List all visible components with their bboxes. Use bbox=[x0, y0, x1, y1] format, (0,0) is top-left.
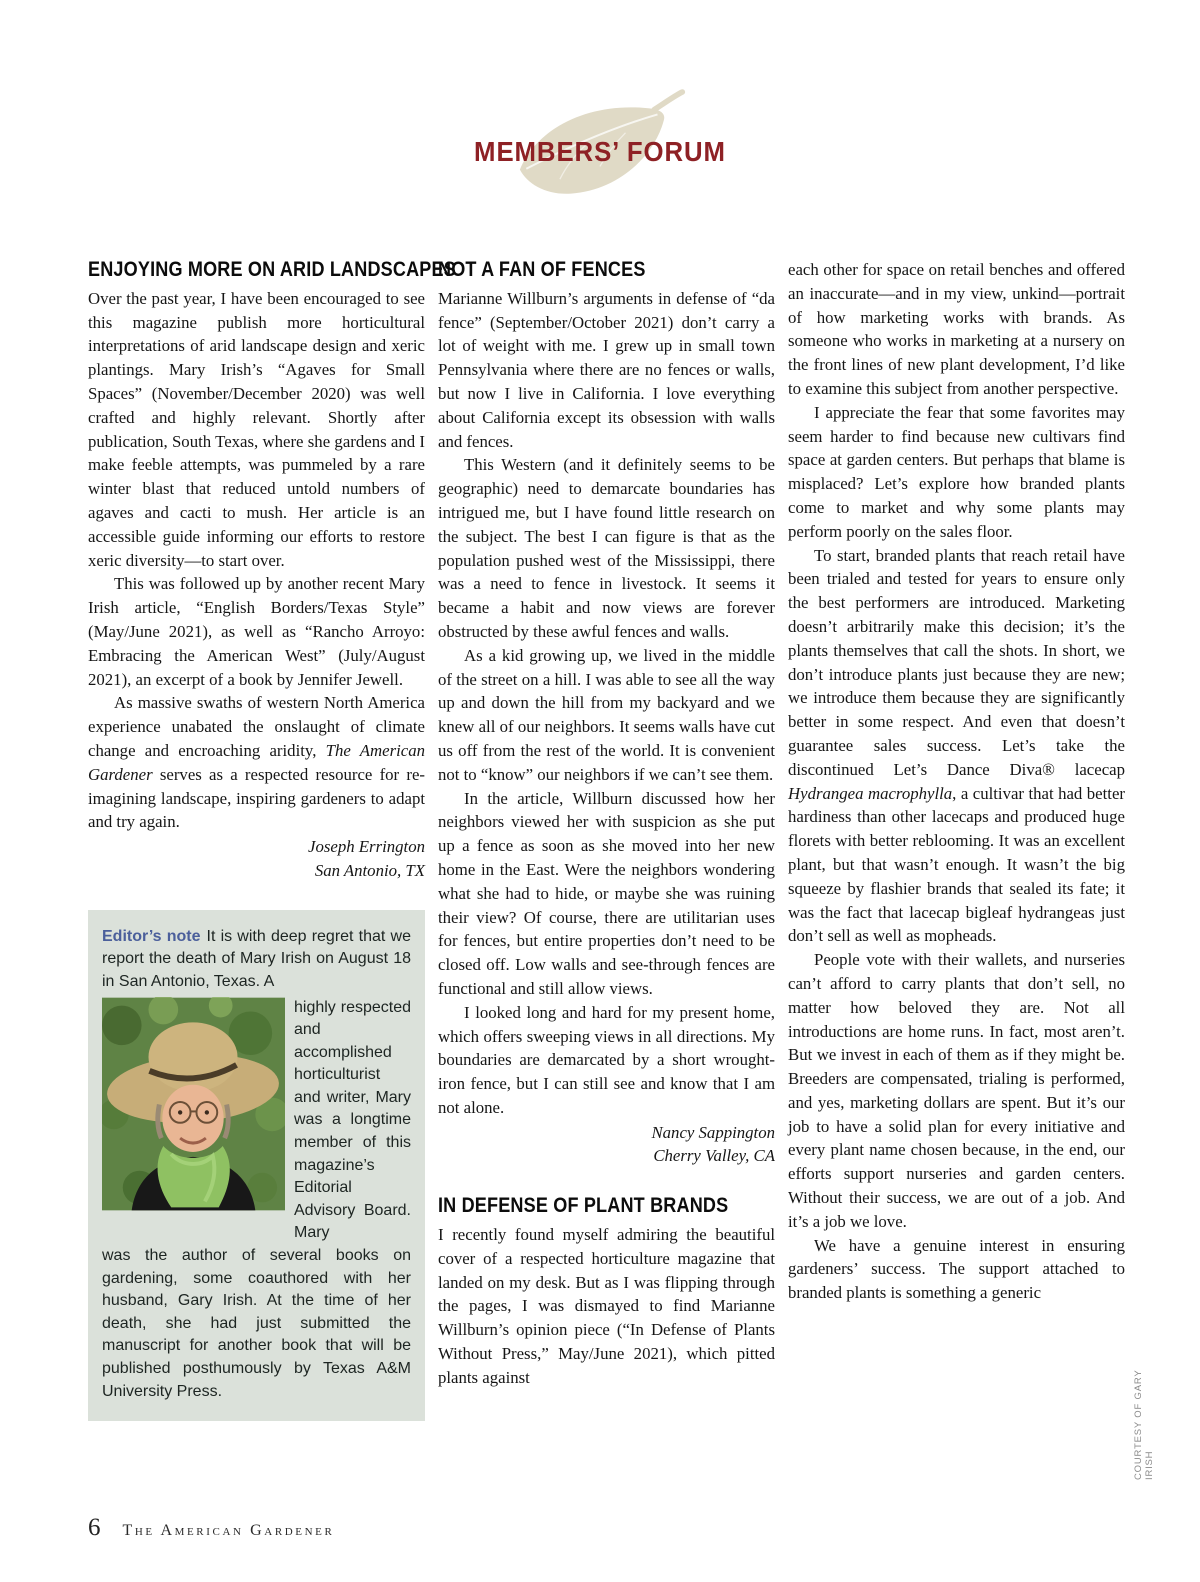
paragraph-text: To start, branded plants that reach retail have been trialed and tested for years to ensure only the best performers are introduced. Marketing doesn’t arbitrarily make this decision; it’s the plants themselves that call the shots. In short, we don’t introduce plants just because they are new; we introduce them because they are significantly better in some respect. And even that doesn’t guarantee sales success. Let’s take the discontinued Let’s Dance Diva® lacecap bbox=[788, 545, 1125, 779]
photo-credit: COURTESY OF GARY IRISH bbox=[1133, 1369, 1155, 1480]
magazine-name-italic: The American Gardener bbox=[88, 740, 425, 784]
paragraph: As a kid growing up, we lived in the middle of the street on a hill. I was able to see all the way up and down the hill from my backyard and we knew all of our neighbors. It seems walls have cut us off from the rest of the world. It is convenient not to “know” our neighbors if we can’t see them. bbox=[438, 645, 775, 784]
letter-signature bbox=[88, 835, 425, 883]
article-columns bbox=[88, 258, 1125, 1421]
paragraph-continued: each other for space on retail benches and offered an inaccurate—and in my view, unkind—portrait of how marketing works with brands. As someone who works in marketing at a nursery on the front lines of new plant development, I’d like to examine this subject from another perspective. bbox=[788, 260, 1125, 398]
editors-note-text-below: was the author of several books on gardening, some coauthored with her husband, Gary Irish. At the time of her death, she had just submitted the manuscript for another book that will be published posthumously by Texas A&M University Press. bbox=[102, 1247, 411, 1400]
editors-note-intro bbox=[102, 926, 411, 994]
paragraph-text: As massive swaths of western North America experience unabated the onslaught of climate change and encroaching aridity, bbox=[88, 693, 425, 760]
paragraph: I appreciate the fear that some favorites may seem harder to find because new cultivars find space at garden centers. But perhaps that blame is misplaced? Let’s explore how branded plants come to market and why some plants may perform poorly on the sales floor. bbox=[788, 402, 1125, 541]
paragraph: Over the past year, I have been encouraged to see this magazine publish more horticultural interpretations of arid landscape design and xeric plantings. Mary Irish’s “Agaves for Small Spaces” (November/December 2020) was well crafted and highly relevant. Shortly after publication, South Texas, where she gardens and I make feeble attempts, was pummeled by a rare winter blast that reduced untold numbers of agaves and cacti to mush. Her article is an accessible guide informing our efforts to restore xeric diversity—to start over. bbox=[88, 288, 425, 570]
paragraph: In the article, Willburn discussed how her neighbors viewed her with suspicion as she put up a fence as soon as she moved into her new home in the East. Were the neighbors wondering what she had to hide, or maybe she was ruining their view? Of course, there are utilitarian uses for fences, but entire properties don’t need to be closed off. Low walls and see-through fences are functional and still allow views. bbox=[438, 788, 775, 998]
paragraph: Marianne Willburn’s arguments in defense of “da fence” (September/October 2021) don’t carry a lot of weight with me. I grew up in small town Pennsylvania where there are no fences or walls, but now I live in California. I love everything about California except its obsession with walls and fences. bbox=[438, 288, 775, 451]
letter-heading-brands: IN DEFENSE OF PLANT BRANDS bbox=[438, 1193, 729, 1218]
signature-location: Cherry Valley, CA bbox=[653, 1146, 775, 1166]
botanical-name-italic: Hydrangea macrophylla bbox=[788, 783, 953, 803]
editors-note bbox=[88, 910, 425, 1421]
column-3 bbox=[788, 258, 1125, 1421]
paragraph bbox=[788, 544, 1125, 949]
editors-note-text: It is with deep regret that we report the death of Mary Irish on August 18 in San Antonio, Texas. A bbox=[102, 927, 411, 990]
paragraph: I looked long and hard for my present home, which offers sweeping views in all directions. My boundaries are demarcated by a short wrought-iron fence, but I can still see and know that I am not alone. bbox=[438, 1002, 775, 1117]
page-number: 6 bbox=[88, 1514, 101, 1541]
paragraph: We have a genuine interest in ensuring gardeners’ success. The support attached to branded plants is something a generic bbox=[788, 1235, 1125, 1303]
column-1 bbox=[88, 257, 456, 1421]
column-2 bbox=[438, 258, 775, 1421]
signature-name: Joseph Errington bbox=[308, 837, 425, 857]
editors-note-label: Editor’s note bbox=[102, 927, 201, 945]
paragraph: This was followed up by another recent Mary Irish article, “English Borders/Texas Style” (May/June 2021), as well as “Rancho Arroyo: Embracing the American West” (July/August 2021), an excerpt of a book by Jennifer Jewell. bbox=[88, 574, 425, 689]
page-footer bbox=[88, 1514, 334, 1542]
signature-location: San Antonio, TX bbox=[314, 860, 425, 880]
letter-signature bbox=[438, 1121, 775, 1169]
mary-irish-photo bbox=[102, 997, 285, 1211]
paragraph-text: serves as a respected resource for re-imagining landscape, inspiring gardeners to adapt and try again. bbox=[88, 764, 425, 832]
paragraph bbox=[88, 691, 425, 834]
paragraph-text: , a cultivar that had better hardiness than other lacecaps and produced huge florets with better reblooming. It was an excellent plant, but that wasn’t enough. It wasn’t the big squeeze by flashier brands that sealed its fate; it was the fact that lacecap bigleaf hydrangeas just don’t sell as well as mopheads. bbox=[788, 783, 1125, 946]
magazine-title: The American Gardener bbox=[122, 1522, 335, 1539]
letter-heading-arid: ENJOYING MORE ON ARID LANDSCAPES bbox=[88, 257, 456, 281]
editors-note-photo-row bbox=[102, 997, 411, 1246]
paragraph: This Western (and it definitely seems to be geographic) need to demarcate boundaries has intrigued me, but I have found little research on the subject. The best I can figure is that as the population pushed west of the Mississippi, there was a need to fence in livestock. It seems it became a habit and now views are forever obstructed by these awful fences and walls. bbox=[438, 455, 775, 641]
signature-name: Nancy Sappington bbox=[651, 1122, 775, 1142]
paragraph: People vote with their wallets, and nurseries can’t afford to carry plants that don’t sell, no matter how beloved they are. Not all introductions are home runs. In fact, most aren’t. But we invest in each of them as if they might be. Breeders are compensated, trialing is performed, and yes, marketing dollars are spent. But it’s our job to have a solid plan for every initiative and every plant name chosen because, in the end, our efforts support nurseries and garden centers. Without their success, we are out of a job. And it’s a job we love. bbox=[788, 950, 1125, 1231]
paragraph: I recently found myself admiring the beautiful cover of a respected horticulture magazine that landed on my desk. But as I was flipping through the pages, I was dismayed to find Marianne Willburn’s opinion piece (“In Defense of Plants Without Press,” May/June 2021), which pitted plants against bbox=[438, 1225, 775, 1387]
editors-note-text-beside: highly respected and accomplished horticulturist and writer, Mary was a longtime member of this magazine’s Editorial Advisory Board. Mary bbox=[294, 998, 411, 1242]
letter-heading-fences: NOT A FAN OF FENCES bbox=[438, 257, 646, 281]
page-header bbox=[0, 0, 1200, 240]
page-title: MEMBERS’ FORUM bbox=[474, 136, 726, 167]
